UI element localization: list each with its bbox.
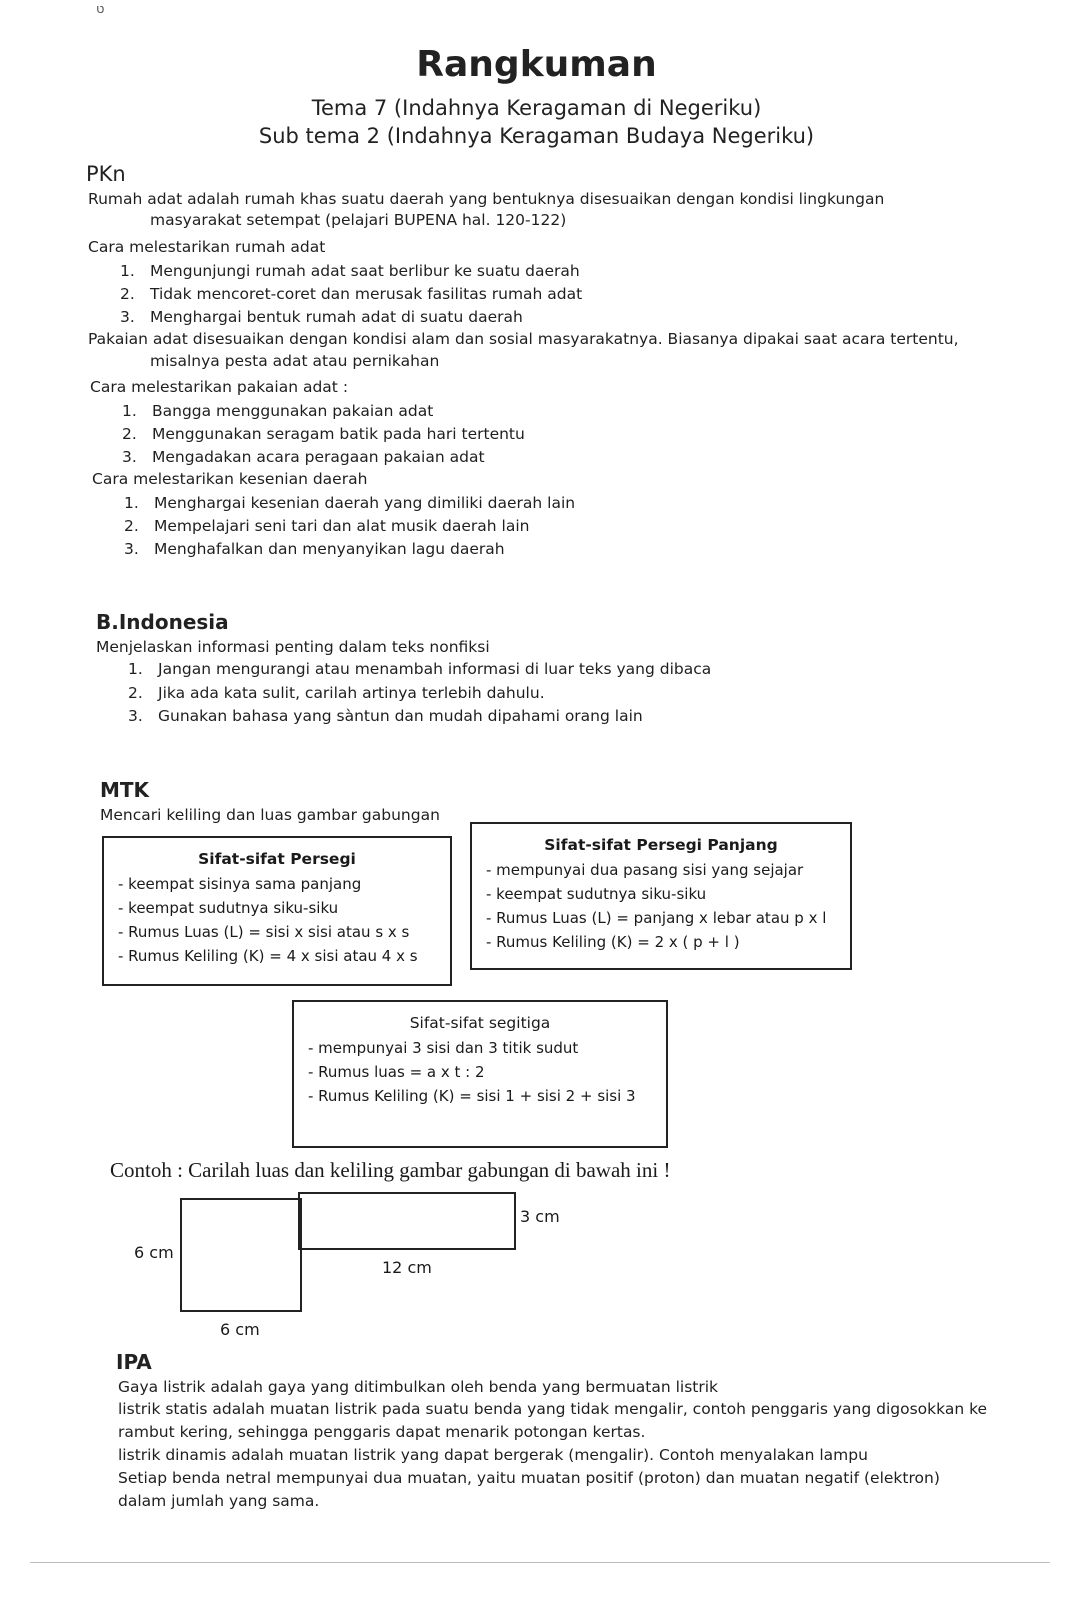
page-bottom-rule xyxy=(30,1562,1050,1563)
ipa-line: listrik dinamis adalah muatan listrik yang dapat bergerak (mengalir). Contoh menyalakan lampu xyxy=(118,1446,868,1464)
segitiga-line: - Rumus luas = a x t : 2 xyxy=(308,1063,485,1081)
persegi-panjang-line: - Rumus Luas (L) = panjang x lebar atau p x l xyxy=(486,909,827,927)
dim-square-height: 6 cm xyxy=(134,1243,174,1262)
persegi-panjang-title: Sifat-sifat Persegi Panjang xyxy=(544,836,778,854)
list-item: 3. Menghafalkan dan menyanyikan lagu daerah xyxy=(124,540,505,558)
ipa-line: Gaya listrik adalah gaya yang ditimbulkan oleh benda yang bermuatan listrik xyxy=(118,1378,719,1396)
persegi-line: - Rumus Luas (L) = sisi x sisi atau s x s xyxy=(118,923,410,941)
dim-rect-height: 3 cm xyxy=(520,1207,560,1226)
segitiga-line: - Rumus Keliling (K) = sisi 1 + sisi 2 + sisi 3 xyxy=(308,1087,636,1105)
dim-square-width: 6 cm xyxy=(220,1320,260,1339)
persegi-panjang-line: - mempunyai dua pasang sisi yang sejajar xyxy=(486,861,804,879)
list-item: 2. Mempelajari seni tari dan alat musik daerah lain xyxy=(124,517,530,535)
pkn-rumah-cara: Cara melestarikan rumah adat xyxy=(88,238,326,256)
persegi-line: - keempat sudutnya siku-siku xyxy=(118,899,339,917)
bindo-intro: Menjelaskan informasi penting dalam teks nonfiksi xyxy=(96,638,490,656)
ipa-line: dalam jumlah yang sama. xyxy=(118,1492,320,1510)
pkn-heading: PKn xyxy=(86,162,126,186)
subtitle-theme: Tema 7 (Indahnya Keragaman di Negeriku) xyxy=(311,96,762,120)
persegi-line: - keempat sisinya sama panjang xyxy=(118,875,362,893)
mtk-intro: Mencari keliling dan luas gambar gabungan xyxy=(100,806,440,824)
ipa-heading: IPA xyxy=(116,1350,152,1374)
list-item: 2. Menggunakan seragam batik pada hari tertentu xyxy=(122,425,525,443)
page-title: Rangkuman xyxy=(416,44,657,85)
bindo-heading: B.Indonesia xyxy=(96,610,229,634)
pkn-kesenian-cara: Cara melestarikan kesenian daerah xyxy=(92,470,368,488)
pkn-pakaian-cara: Cara melestarikan pakaian adat : xyxy=(90,378,349,396)
corner-mark: ט xyxy=(96,2,105,17)
persegi-title: Sifat-sifat Persegi xyxy=(198,850,356,868)
list-item: 3. Menghargai bentuk rumah adat di suatu daerah xyxy=(120,308,523,326)
persegi-panjang-line: - keempat sudutnya siku-siku xyxy=(486,885,707,903)
mtk-heading: MTK xyxy=(100,778,150,802)
dim-rect-width: 12 cm xyxy=(382,1258,432,1277)
subtitle-subtheme: Sub tema 2 (Indahnya Keragaman Budaya Negeriku) xyxy=(258,124,815,148)
persegi-panjang-line: - Rumus Keliling (K) = 2 x ( p + l ) xyxy=(486,933,740,951)
pkn-pakaian-definition: Pakaian adat disesuaikan dengan kondisi alam dan sosial masyarakatnya. Biasanya dipakai saat acara tertentu, xyxy=(88,330,959,348)
list-item: 1. Mengunjungi rumah adat saat berlibur ke suatu daerah xyxy=(120,262,580,280)
persegi-box xyxy=(102,836,452,986)
list-item: 1. Jangan mengurangi atau menambah informasi di luar teks yang dibaca xyxy=(128,660,712,678)
list-item: 1. Menghargai kesenian daerah yang dimiliki daerah lain xyxy=(124,494,576,512)
list-item: 3. Mengadakan acara peragaan pakaian adat xyxy=(122,448,485,466)
rectangle-shape xyxy=(298,1192,516,1250)
list-item: 3. Gunakan bahasa yang sàntun dan mudah dipahami orang lain xyxy=(128,707,643,725)
segitiga-line: - mempunyai 3 sisi dan 3 titik sudut xyxy=(308,1039,579,1057)
ipa-line: rambut kering, sehingga penggaris dapat menarik potongan kertas. xyxy=(118,1423,646,1441)
ipa-line: Setiap benda netral mempunyai dua muatan, yaitu muatan positif (proton) dan muatan negatif (elektron) xyxy=(118,1469,940,1487)
pkn-rumah-definition: Rumah adat adalah rumah khas suatu daerah yang bentuknya disesuaikan dengan kondisi lingkungan xyxy=(88,190,885,208)
square-shape xyxy=(180,1198,302,1312)
list-item: 1. Bangga menggunakan pakaian adat xyxy=(122,402,434,420)
pkn-rumah-definition-cont: masyarakat setempat (pelajari BUPENA hal. 120-122) xyxy=(150,211,567,229)
pkn-pakaian-definition-cont: misalnya pesta adat atau pernikahan xyxy=(150,352,440,370)
segitiga-box xyxy=(292,1000,668,1148)
ipa-line: listrik statis adalah muatan listrik pada suatu benda yang tidak mengalir, contoh penggaris yang digosokkan ke xyxy=(118,1400,988,1418)
persegi-line: - Rumus Keliling (K) = 4 x sisi atau 4 x s xyxy=(118,947,418,965)
mtk-contoh: Contoh : Carilah luas dan keliling gambar gabungan di bawah ini ! xyxy=(110,1158,671,1182)
list-item: 2. Jika ada kata sulit, carilah artinya terlebih dahulu. xyxy=(128,684,545,702)
segitiga-title: Sifat-sifat segitiga xyxy=(409,1014,551,1032)
persegi-panjang-box xyxy=(470,822,852,970)
list-item: 2. Tidak mencoret-coret dan merusak fasilitas rumah adat xyxy=(120,285,583,303)
